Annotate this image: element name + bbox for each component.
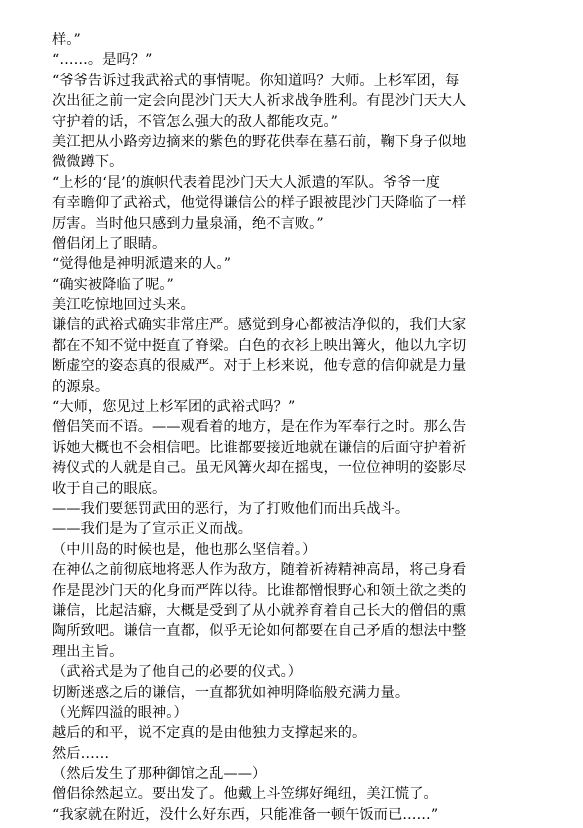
- text-line: 的源泉。: [52, 378, 110, 395]
- text-line: 祷仪式的人就是自己。虽无风篝火却在摇曳，一位位神明的姿影尽: [52, 460, 467, 477]
- text-line: 有幸瞻仰了武裕式，他觉得谦信公的样子跟被毘沙门天降临了一样: [52, 195, 467, 212]
- text-line: 守护着的话，不管怎么强大的敌人都能攻克。”: [52, 113, 339, 130]
- text-line: “确实被降临了呢。”: [52, 276, 174, 293]
- text-line: “大师，您见过上杉军团的武裕式吗？”: [52, 399, 296, 416]
- text-line: 收于自己的眼底。: [52, 480, 167, 497]
- text-line: 理出主旨。: [52, 643, 124, 660]
- text-line: “……。是吗？”: [52, 52, 153, 69]
- text-line: “我家就在附近，没什么好东西，只能准备一顿午饭而已……”: [52, 806, 439, 823]
- text-line: 谦信的武裕式确实非常庄严。感觉到身心都被洁净似的，我们大家: [52, 317, 467, 334]
- text-body: [52, 30, 543, 825]
- text-line: “爷爷告诉过我武裕式的事情呢。你知道吗？大师。上杉军团，每: [52, 72, 460, 89]
- text-line: （武裕式是为了他自己的必要的仪式。）: [52, 664, 303, 681]
- text-line: “上杉的‘昆’的旗帜代表着毘沙门天大人派遣的军队。爷爷一度: [52, 174, 441, 191]
- text-line: 厉害。当时他只感到力量泉涌，绝不言败。”: [52, 215, 324, 232]
- text-line: 美江把从小路旁边摘来的紫色的野花供奉在墓石前，鞠下身子似地: [52, 133, 467, 150]
- text-line: ——我们要惩罚武田的恶行，为了打败他们而出兵战斗。: [52, 500, 410, 517]
- text-line: 谦信，比起洁癖，大概是受到了从小就养育着自己长大的僧侣的熏: [52, 602, 467, 619]
- text-line: ——我们是为了宣示正义而战。: [52, 521, 253, 538]
- text-line: 然后……: [52, 745, 110, 762]
- text-line: “觉得他是神明派遣来的人。”: [52, 256, 232, 273]
- text-line: 次出征之前一定会向毘沙门天大人祈求战争胜利。有毘沙门天大人: [52, 93, 467, 110]
- text-line: 越后的和平，说不定真的是由他独力支撑起来的。: [52, 725, 367, 742]
- text-line: 僧侣闭上了眼睛。: [52, 235, 167, 252]
- text-line: 断虚空的姿态真的很威严。对于上杉来说，他专意的信仰就是力量: [52, 358, 467, 375]
- text-line: 切断迷惑之后的谦信，一直都犹如神明降临般充满力量。: [52, 684, 410, 701]
- text-line: 样。”: [52, 32, 81, 48]
- text-line: （中川岛的时候也是，他也那么坚信着。）: [52, 541, 317, 558]
- text-line: （光辉四溢的眼神。）: [52, 704, 188, 721]
- text-line: 微微蹲下。: [52, 154, 124, 171]
- text-line: （然后发生了那种御馆之乱——）: [52, 766, 267, 783]
- text-line: 都在不知不觉中挺直了脊梁。白色的衣衫上映出篝火，他以九字切: [52, 337, 467, 354]
- text-line: 美江吃惊地回过头来。: [52, 297, 195, 314]
- text-line: 僧侣徐然起立。要出发了。他戴上斗笠绑好绳纽，美江慌了。: [52, 786, 438, 803]
- text-line: 僧侣笑而不语。——观看着的地方，是在作为军奉行之时。那么告: [52, 419, 467, 436]
- text-line: 诉她大概也不会相信吧。比谁都要接近地就在谦信的后面守护着祈: [52, 439, 467, 456]
- text-line: 作是毘沙门天的化身而严阵以待。比谁都憎恨野心和领土欲之类的: [52, 582, 467, 599]
- text-line: 陶所致吧。谦信一直都，似乎无论如何都要在自己矛盾的想法中整: [52, 623, 467, 640]
- text-line: 在神仏之前彻底地将恶人作为敌方，随着祈祷精神高昂，将己身看: [52, 562, 467, 579]
